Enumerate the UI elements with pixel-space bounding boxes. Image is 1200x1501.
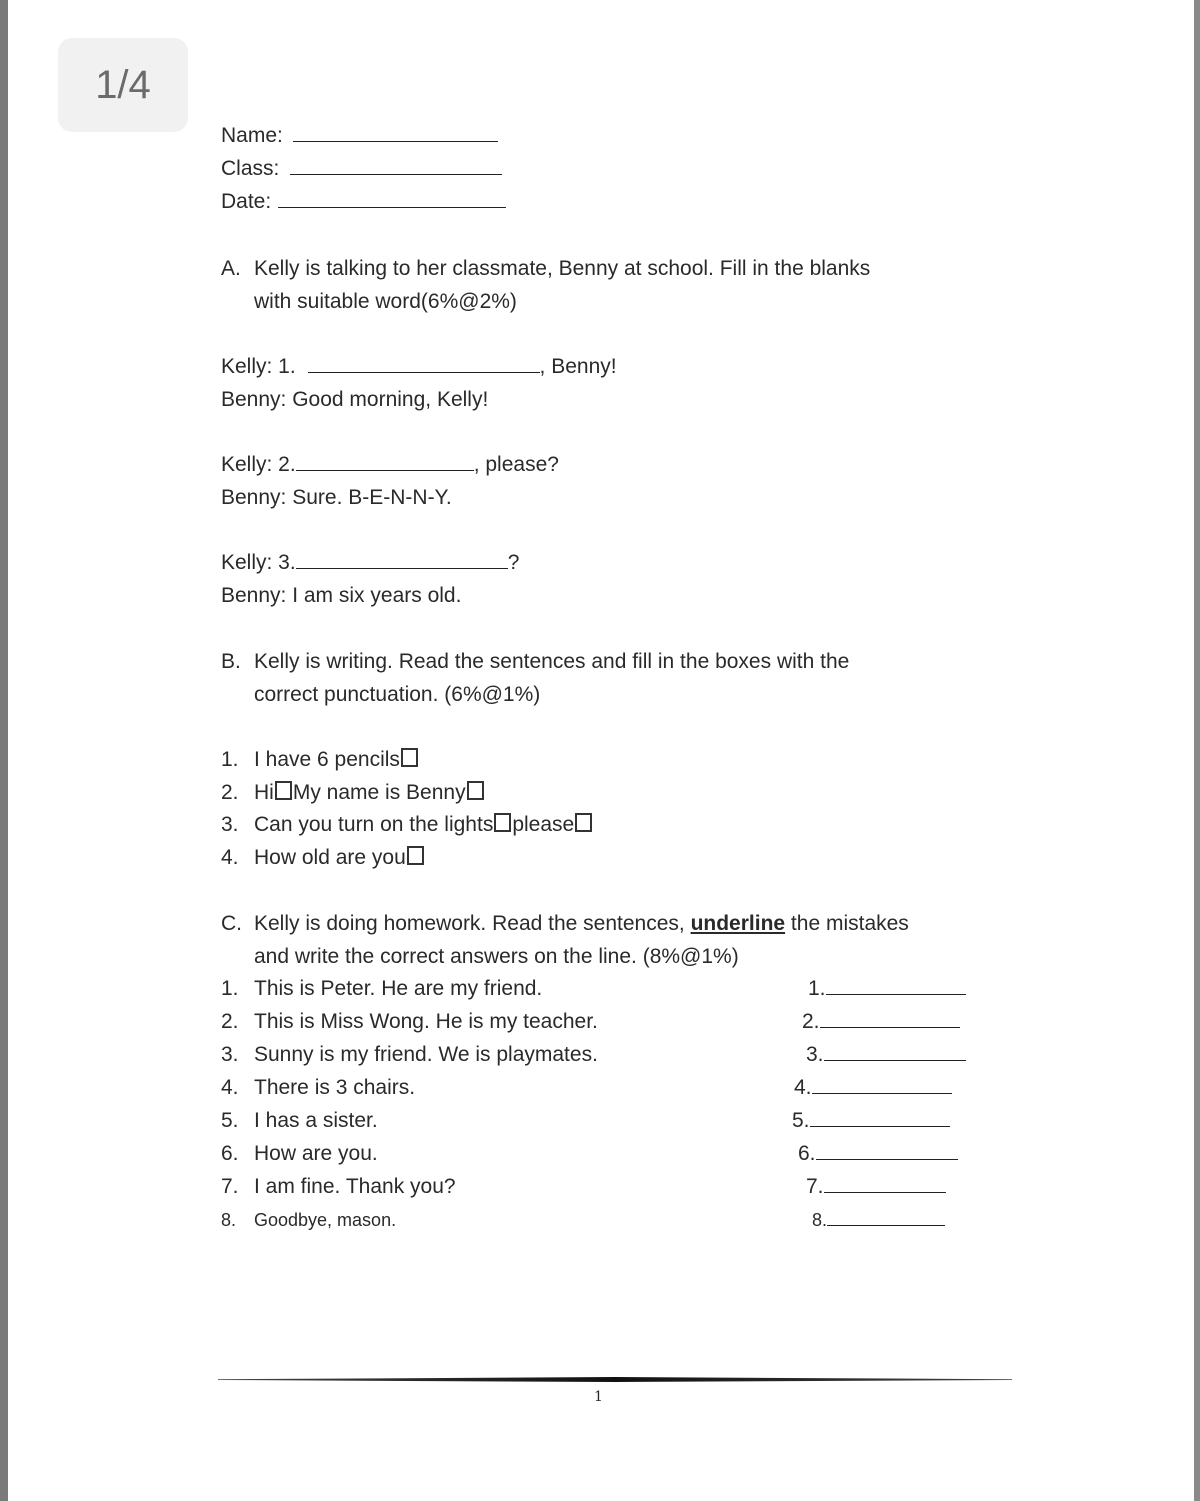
punctuation-item-3-text-b: please — [512, 813, 575, 836]
answer-1-blank[interactable] — [826, 976, 966, 995]
mistake-item-6 — [221, 1141, 378, 1167]
mistake-item-7 — [221, 1174, 456, 1200]
punctuation-item-1-num: 1. — [221, 748, 239, 771]
mistake-item-5-text[interactable]: I has a sister. — [254, 1109, 378, 1132]
punctuation-item-1-text: I have 6 pencils — [254, 748, 400, 771]
answer-3-num: 3. — [806, 1043, 824, 1066]
page-number: 1 — [594, 1389, 603, 1405]
answer-6-blank[interactable] — [816, 1141, 958, 1160]
mistake-item-8 — [221, 1207, 396, 1233]
mistake-item-2-text[interactable]: This is Miss Wong. He is my teacher. — [254, 1010, 598, 1033]
dialogue-3-blank[interactable] — [296, 550, 508, 569]
dialogue-2-prefix: Kelly: 2. — [221, 453, 296, 476]
mistake-item-6-num: 6. — [221, 1142, 239, 1165]
answer-8-num: 8. — [812, 1210, 828, 1230]
section-c-instruction-1 — [221, 907, 1001, 940]
punctuation-item-1 — [221, 747, 419, 773]
date-blank[interactable] — [278, 189, 506, 208]
answer-line-2 — [802, 1009, 960, 1035]
punctuation-box[interactable] — [494, 813, 511, 832]
punctuation-item-4-num: 4. — [221, 846, 239, 869]
answer-2-num: 2. — [802, 1010, 820, 1033]
mistake-item-2 — [221, 1009, 598, 1035]
dialogue-1-suffix: , Benny! — [539, 355, 617, 378]
dialogue-3-reply: Benny: I am six years old. — [221, 584, 462, 607]
name-label: Name: — [221, 124, 283, 147]
mistake-item-3 — [221, 1042, 598, 1068]
section-c-instruction-pre: Kelly is doing homework. Read the sentences, — [254, 912, 691, 935]
name-blank[interactable] — [293, 123, 498, 142]
mistake-item-6-text[interactable]: How are you. — [254, 1142, 378, 1165]
class-label: Class: — [221, 157, 280, 180]
punctuation-item-3-text-a: Can you turn on the lights — [254, 813, 494, 836]
dialogue-3-prefix: Kelly: 3. — [221, 551, 296, 574]
section-a-instruction-2: with suitable word(6%@2%) — [254, 290, 517, 313]
viewer-left-edge — [0, 0, 8, 1501]
punctuation-box[interactable] — [407, 846, 424, 865]
punctuation-box[interactable] — [467, 781, 484, 800]
answer-line-5 — [792, 1108, 950, 1134]
punctuation-box[interactable] — [575, 813, 592, 832]
punctuation-box[interactable] — [275, 781, 292, 800]
answer-7-blank[interactable] — [824, 1174, 946, 1193]
section-c-instruction-2: and write the correct answers on the line. (8%@1%) — [254, 945, 739, 968]
dialogue-3-line — [221, 550, 519, 576]
answer-line-6 — [798, 1141, 958, 1167]
dialogue-1-prefix: Kelly: 1. — [221, 355, 296, 378]
dialogue-2-blank[interactable] — [296, 452, 474, 471]
mistake-item-3-num: 3. — [221, 1043, 239, 1066]
mistake-item-8-text[interactable]: Goodbye, mason. — [254, 1210, 397, 1230]
answer-5-num: 5. — [792, 1109, 810, 1132]
mistake-item-1 — [221, 976, 542, 1002]
mistake-item-5-num: 5. — [221, 1109, 239, 1132]
mistake-item-1-num: 1. — [221, 977, 239, 1000]
section-c-heading — [221, 907, 1001, 973]
mistake-item-7-num: 7. — [221, 1175, 239, 1198]
section-a-instruction-1: Kelly is talking to her classmate, Benny at school. Fill in the blanks — [254, 257, 871, 280]
section-a-heading — [221, 252, 981, 318]
mistake-item-4 — [221, 1075, 415, 1101]
answer-1-num: 1. — [808, 977, 826, 1000]
page-indicator — [58, 38, 188, 132]
dialogue-1-blank[interactable] — [308, 354, 540, 373]
punctuation-item-2-text-b: My name is Benny — [292, 781, 466, 804]
page-indicator-text: 1/4 — [95, 62, 151, 107]
answer-4-num: 4. — [794, 1076, 812, 1099]
punctuation-box[interactable] — [401, 748, 418, 767]
section-b-heading — [221, 645, 981, 711]
section-b-instruction-1: Kelly is writing. Read the sentences and fill in the boxes with the — [254, 650, 850, 673]
footer-divider — [218, 1377, 1012, 1382]
punctuation-item-2-num: 2. — [221, 781, 239, 804]
punctuation-item-4-text: How old are you — [254, 846, 406, 869]
date-field — [221, 189, 506, 215]
punctuation-item-3-num: 3. — [221, 813, 239, 836]
answer-line-4 — [794, 1075, 952, 1101]
section-c-letter: C. — [221, 912, 242, 935]
answer-line-3 — [806, 1042, 966, 1068]
mistake-item-1-text[interactable]: This is Peter. He are my friend. — [254, 977, 543, 1000]
punctuation-item-4 — [221, 845, 425, 871]
mistake-item-3-text[interactable]: Sunny is my friend. We is playmates. — [254, 1043, 598, 1066]
dialogue-1-reply: Benny: Good morning, Kelly! — [221, 388, 489, 411]
answer-8-blank[interactable] — [827, 1211, 945, 1226]
viewer-right-edge — [1194, 0, 1200, 1501]
dialogue-1-line — [221, 354, 617, 380]
answer-3-blank[interactable] — [824, 1042, 966, 1061]
class-blank[interactable] — [290, 156, 502, 175]
answer-6-num: 6. — [798, 1142, 816, 1165]
dialogue-2-line — [221, 452, 559, 478]
answer-2-blank[interactable] — [820, 1009, 960, 1028]
date-label: Date: — [221, 190, 272, 213]
name-field — [221, 123, 498, 149]
mistake-item-4-text[interactable]: There is 3 chairs. — [254, 1076, 416, 1099]
mistake-item-4-num: 4. — [221, 1076, 239, 1099]
dialogue-2-reply: Benny: Sure. B-E-N-N-Y. — [221, 486, 452, 509]
punctuation-item-3 — [221, 812, 593, 838]
punctuation-item-2-text-a: Hi — [254, 781, 274, 804]
section-c-underline-word: underline — [690, 912, 786, 935]
section-c-instruction-post: the mistakes — [785, 912, 909, 935]
answer-5-blank[interactable] — [810, 1108, 950, 1127]
dialogue-3-suffix: ? — [507, 551, 520, 574]
mistake-item-5 — [221, 1108, 378, 1134]
section-a-letter: A. — [221, 257, 241, 280]
answer-7-num: 7. — [806, 1175, 824, 1198]
section-b-letter: B. — [221, 650, 241, 673]
answer-4-blank[interactable] — [812, 1075, 952, 1094]
answer-line-7 — [806, 1174, 946, 1200]
answer-line-1 — [808, 976, 966, 1002]
punctuation-item-2 — [221, 780, 485, 806]
mistake-item-2-num: 2. — [221, 1010, 239, 1033]
mistake-item-8-num: 8. — [221, 1210, 237, 1230]
mistake-item-7-text[interactable]: I am fine. Thank you? — [254, 1175, 456, 1198]
answer-line-8 — [812, 1207, 945, 1233]
class-field — [221, 156, 502, 182]
section-b-instruction-2: correct punctuation. (6%@1%) — [254, 683, 541, 706]
dialogue-2-suffix: , please? — [473, 453, 559, 476]
